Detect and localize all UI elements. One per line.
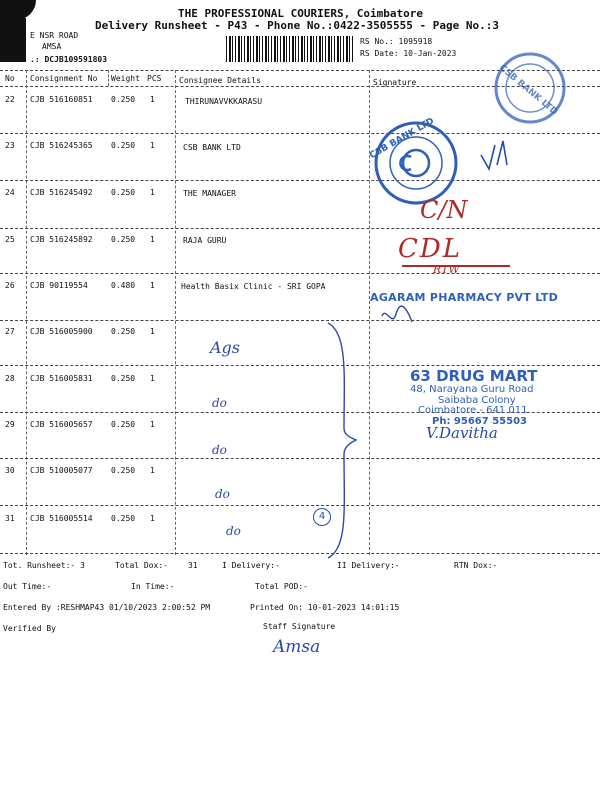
row-weight: 0.250 — [111, 141, 136, 150]
rs-date: RS Date: 10-Jan-2023 — [360, 49, 457, 58]
row-consignment-no: CJB 516245892 — [30, 235, 93, 244]
row-pcs: 1 — [150, 327, 155, 336]
handwriting-ags: Ags — [210, 338, 241, 357]
row-weight: 0.250 — [111, 420, 136, 429]
redaction-mark — [0, 18, 26, 62]
entered-by: Entered By :RESHMAP43 01/10/2023 2:00:52 PM — [3, 603, 211, 612]
signature-scribble — [378, 302, 418, 330]
row-pcs: 1 — [150, 514, 155, 523]
handwriting-do-1: do — [212, 396, 227, 410]
row-rule — [0, 505, 600, 506]
row-consignment-no: CJB 516005514 — [30, 514, 93, 523]
row-rule — [0, 228, 600, 229]
total-dox-label: Total Dox:- — [115, 561, 168, 570]
row-no: 28 — [5, 374, 15, 383]
drug-mart-address-2: Saibaba Colony — [438, 395, 516, 406]
column-divider — [175, 70, 176, 555]
row-rule — [0, 320, 600, 321]
i-delivery: I Delivery:- — [222, 561, 280, 570]
drug-mart-name: 63 DRUG MART — [410, 367, 538, 385]
agaram-pharmacy-stamp: AGARAM PHARMACY PVT LTD — [370, 291, 559, 304]
row-no: 27 — [5, 327, 15, 336]
row-no: 29 — [5, 420, 15, 429]
row-consignment-no: CJB 516005831 — [30, 374, 93, 383]
circled-number: 4 — [313, 508, 331, 526]
row-weight: 0.250 — [111, 514, 136, 523]
row-consignment-no: CJB 516005657 — [30, 420, 93, 429]
col-header-consignment: Consignment No — [30, 74, 98, 83]
bracket-mark — [318, 318, 358, 563]
address-line-2: AMSA — [42, 42, 62, 51]
row-consignee: THE MANAGER — [183, 189, 236, 198]
drug-mart-phone: Ph: 95667 55503 — [432, 416, 527, 427]
col-header-pcs: PCS — [147, 74, 162, 83]
handwriting-do-2: do — [212, 443, 227, 457]
docket-number: .: DCJB109591803 — [30, 55, 108, 64]
signature-scribble — [475, 135, 515, 175]
col-header-consignee: Consignee Details — [179, 76, 261, 85]
verified-by: Verified By — [3, 624, 56, 633]
handwriting-staff-signature: Amsa — [273, 637, 321, 657]
row-weight: 0.250 — [111, 95, 136, 104]
staff-signature-label: Staff Signature — [263, 622, 336, 631]
row-weight: 0.250 — [111, 235, 136, 244]
row-no: 24 — [5, 188, 15, 197]
row-consignment-no: CJB 516160851 — [30, 95, 93, 104]
row-consignment-no: CJB 516245365 — [30, 141, 93, 150]
handwriting-signer-name: V.Davitha — [426, 424, 498, 442]
row-no: 31 — [5, 514, 15, 523]
row-weight: 0.250 — [111, 188, 136, 197]
row-consignee: Health Basix Clinic - SRI GOPA — [181, 282, 326, 291]
drug-mart-address-3: Coimbatore - 641 011. — [418, 405, 531, 416]
total-runsheet: Tot. Runsheet:- 3 — [3, 561, 85, 570]
ii-delivery: II Delivery:- — [337, 561, 400, 570]
rtn-dox: RTN Dox:- — [454, 561, 498, 570]
in-time: In Time:- — [131, 582, 175, 591]
row-pcs: 1 — [150, 281, 155, 290]
row-weight: 0.480 — [111, 281, 136, 290]
row-consignment-no: CJB 90119554 — [30, 281, 88, 290]
row-consignee: CSB BANK LTD — [183, 143, 241, 152]
row-rule — [0, 133, 600, 134]
column-divider — [108, 70, 109, 86]
seal-text: CSB BANK LTD — [368, 116, 436, 162]
redaction-mark — [0, 0, 36, 20]
round-stamp-top — [490, 48, 570, 128]
row-rule — [0, 273, 600, 274]
col-header-weight: Weight — [111, 74, 140, 83]
out-time: Out Time:- — [3, 582, 52, 591]
total-pod: Total POD:- — [255, 582, 308, 591]
handwriting-do-3: do — [215, 487, 230, 501]
row-rule — [0, 180, 600, 181]
col-header-signature: Signature — [373, 78, 417, 87]
row-consignment-no: CJB 516005900 — [30, 327, 93, 336]
row-no: 22 — [5, 95, 15, 104]
handwriting-do-4: do — [226, 524, 241, 538]
row-consignment-no: CJB 510005077 — [30, 466, 93, 475]
row-no: 23 — [5, 141, 15, 150]
row-pcs: 1 — [150, 141, 155, 150]
row-consignment-no: CJB 516245492 — [30, 188, 93, 197]
drug-mart-address-1: 48, Narayana Guru Road — [410, 384, 534, 395]
row-pcs: 1 — [150, 466, 155, 475]
company-name: THE PROFESSIONAL COURIERS, Coimbatore — [178, 7, 424, 20]
row-rule — [0, 365, 600, 366]
row-pcs: 1 — [150, 374, 155, 383]
total-dox-count: 31 — [188, 561, 198, 570]
row-no: 26 — [5, 281, 15, 290]
column-divider — [26, 70, 27, 555]
handwriting-rtw: RTW — [433, 263, 460, 276]
handwriting-cdl: CDL — [398, 234, 463, 264]
table-bottom-rule — [0, 553, 600, 554]
address-line-1: E NSR ROAD — [30, 31, 79, 40]
row-weight: 0.250 — [111, 466, 136, 475]
row-no: 25 — [5, 235, 15, 244]
barcode — [226, 36, 354, 62]
row-rule — [0, 458, 600, 459]
printed-on: Printed On: 10-01-2023 14:01:15 — [250, 603, 400, 612]
col-header-no: No — [5, 74, 15, 83]
stamp-text: CSB BANK LTD — [497, 63, 560, 118]
rs-number: RS No.: 1095918 — [360, 37, 433, 46]
row-no: 30 — [5, 466, 15, 475]
row-pcs: 1 — [150, 420, 155, 429]
row-pcs: 1 — [150, 235, 155, 244]
row-consignee: THIRUNAVVKKARASU — [185, 97, 263, 106]
row-weight: 0.250 — [111, 374, 136, 383]
row-pcs: 1 — [150, 95, 155, 104]
handwriting-cn: C/N — [420, 196, 468, 224]
row-consignee: RAJA GURU — [183, 236, 227, 245]
row-weight: 0.250 — [111, 327, 136, 336]
row-pcs: 1 — [150, 188, 155, 197]
runsheet-title: Delivery Runsheet - P43 - Phone No.:0422-3505555 - Page No.:3 — [95, 19, 499, 32]
